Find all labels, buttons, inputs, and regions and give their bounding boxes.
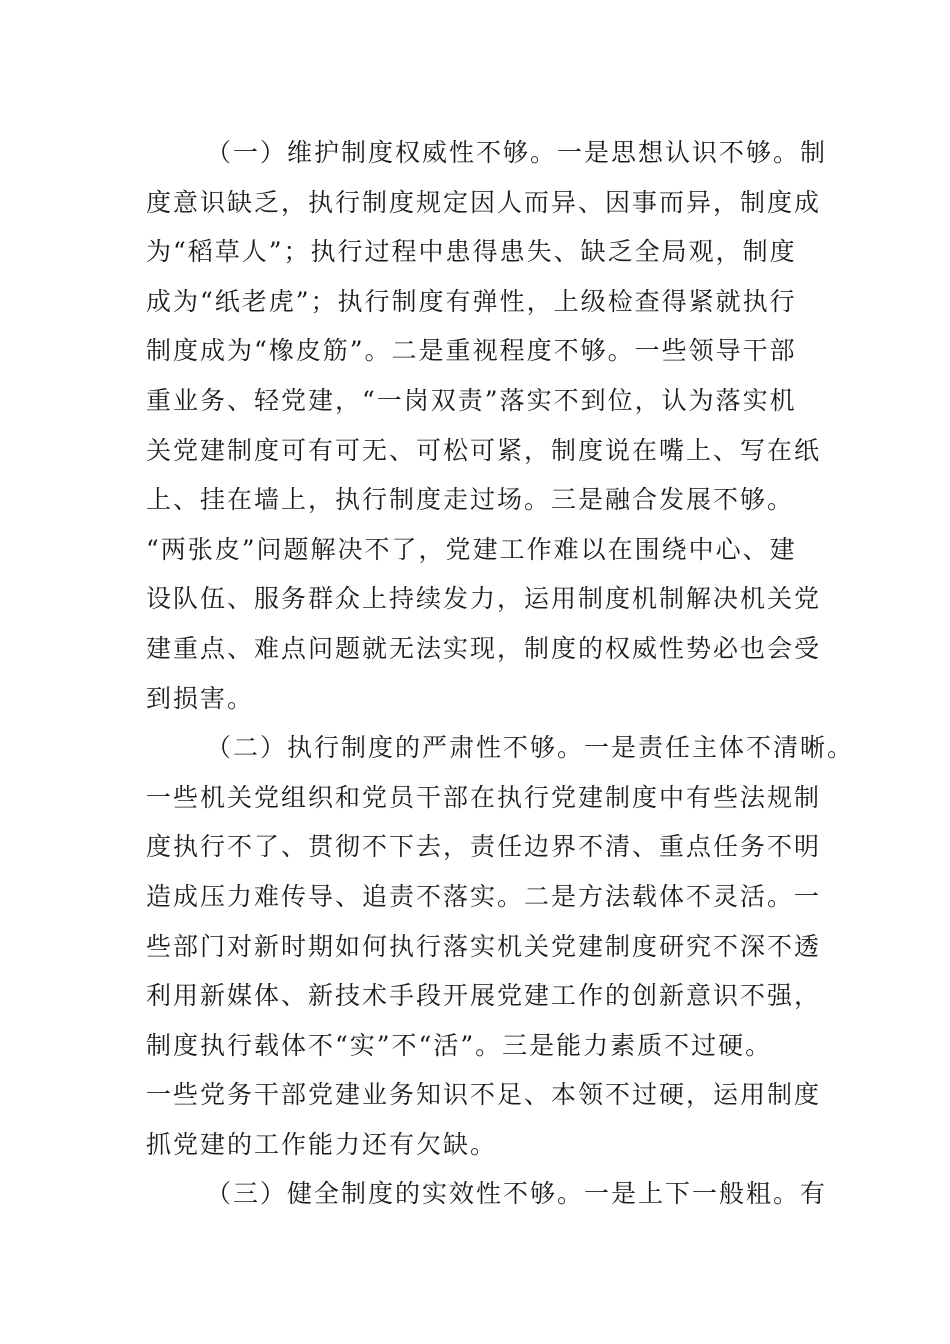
- text-line: （二）执行制度的严肃性不够。一是责任主体不清晰。: [206, 733, 855, 763]
- text-line: （三）健全制度的实效性不够。一是上下一般粗。有: [206, 1179, 828, 1209]
- document-body: [146, 128, 855, 1219]
- text-line: 关党建制度可有可无、可松可紧，制度说在嘴上、写在纸: [146, 435, 822, 465]
- text-line: 度执行不了、贯彻不下去，责任边界不清、重点任务不明: [146, 832, 822, 862]
- paragraph-2: [146, 723, 855, 1169]
- text-line: 制度成为“橡皮筋”。二是重视程度不够。一些领导干部: [146, 336, 797, 366]
- text-line: 设队伍、服务群众上持续发力，运用制度机制解决机关党: [146, 584, 822, 614]
- text-line: 些部门对新时期如何执行落实机关党建制度研究不深不透: [146, 931, 822, 961]
- text-line: 为“稻草人”；执行过程中患得患失、缺乏全局观，制度: [146, 237, 797, 267]
- text-line: 一些机关党组织和党员干部在执行党建制度中有些法规制: [146, 782, 822, 812]
- paragraph-1: [146, 128, 826, 723]
- text-line: 上、挂在墙上，执行制度走过场。三是融合发展不够。: [146, 485, 795, 515]
- text-line: 利用新媒体、新技术手段开展党建工作的创新意识不强，: [146, 981, 822, 1011]
- text-line: 抓党建的工作能力还有欠缺。: [146, 1129, 498, 1159]
- text-line: 造成压力难传导、追责不落实。二是方法载体不灵活。一: [146, 881, 822, 911]
- text-line: （一）维护制度权威性不够。一是思想认识不够。制: [206, 138, 828, 167]
- text-line: “两张皮”问题解决不了，党建工作难以在围绕中心、建: [146, 534, 797, 564]
- text-line: 一些党务干部党建业务知识不足、本领不过硬，运用制度: [146, 1080, 822, 1110]
- text-line: 重业务、轻党建，“一岗双责”落实不到位，认为落实机: [146, 385, 797, 415]
- text-line: 到损害。: [146, 683, 255, 713]
- text-line: 成为“纸老虎”；执行制度有弹性，上级检查得紧就执行: [146, 286, 797, 316]
- text-line: 建重点、难点问题就无法实现，制度的权威性势必也会受: [146, 633, 822, 663]
- paragraph-3: [146, 1169, 826, 1219]
- text-line: 度意识缺乏，执行制度规定因人而异、因事而异，制度成: [146, 187, 822, 217]
- text-line: 制度执行载体不“实”不“活”。三是能力素质不过硬。: [146, 1030, 773, 1060]
